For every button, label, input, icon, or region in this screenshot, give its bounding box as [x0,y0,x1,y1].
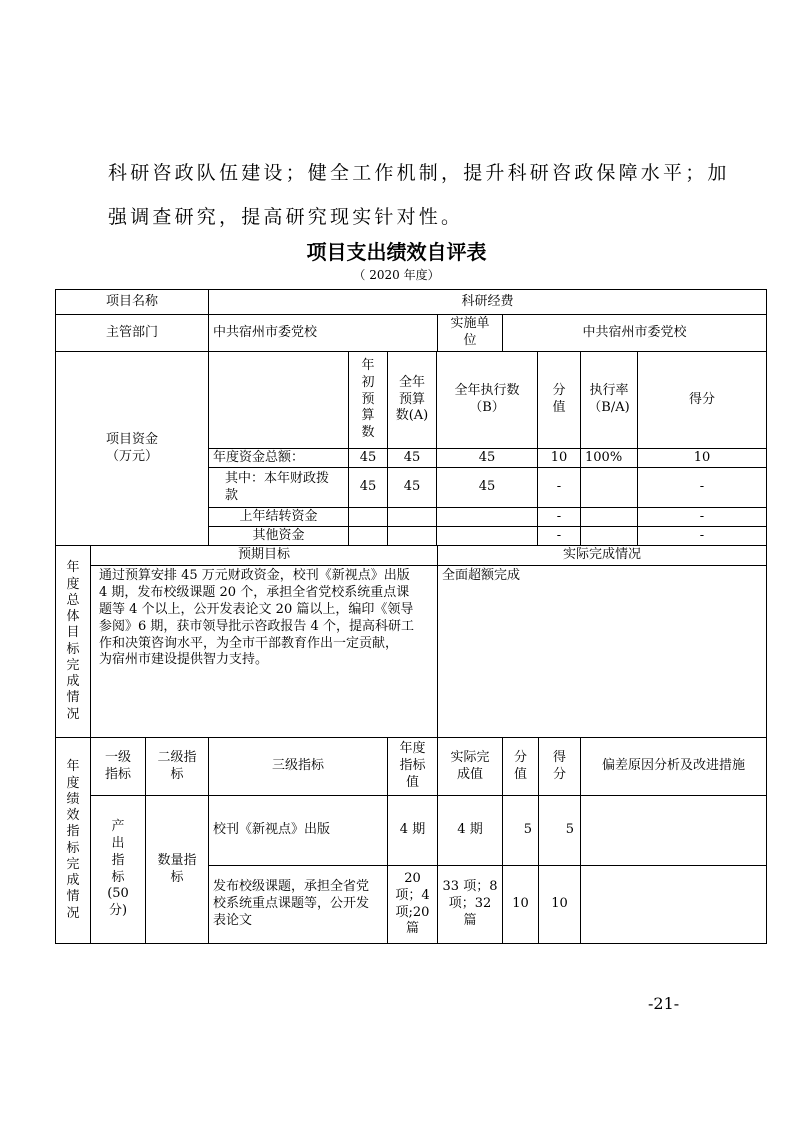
indicator-actual: 33 项；8 项；32 篇 [437,865,503,944]
funds-row-name: 年度资金总额： [208,448,349,468]
funds-row-annual [387,526,437,546]
indicators-side-label [55,737,91,944]
funds-row-initial [348,507,388,527]
indicator-analysis [580,795,767,866]
funds-row-points: 10 [537,448,581,468]
expected-goal-header: 预期目标 [90,545,438,566]
funds-row-rate [580,507,638,527]
level2-value: 数量指 标 [145,795,209,944]
intro-line-2: 强调查研究，提高研究现实针对性。 [108,206,464,228]
header-target: 年度 指标 值 [387,737,438,796]
dept-label: 主管部门 [55,314,209,352]
year-line: （ 2020 年度） [353,268,440,282]
header-actual: 实际完 成值 [437,737,503,796]
funds-row-executed [436,507,538,527]
intro-line-1: 科研咨政队伍建设；健全工作机制，提升科研咨政保障水平；加 [108,162,730,184]
actual-status-text: 全面超额完成 [437,565,767,738]
funds-row-initial: 45 [348,448,388,468]
indicator-score: 5 [538,795,581,866]
funds-header-rate: 执行率 （B/A) [580,351,638,449]
indicator-target: 20 项；4 项;20 篇 [387,865,438,944]
funds-row-name: 其他资金 [208,526,349,546]
header-analysis: 偏差原因分析及改进措施 [580,737,767,796]
project-name-label: 项目名称 [55,289,209,315]
table-title: 项目支出绩效自评表 [306,240,487,264]
funds-header-annual: 全年 预算 数(A) [387,351,437,449]
funds-header-initial: 年 初 预 算 数 [348,351,388,449]
goals-side-label-text: 年度总体目标完成情况 [66,560,80,722]
funds-row-name: 上年结转资金 [208,507,349,527]
funds-row-initial: 45 [348,467,388,508]
indicators-side-label-text: 年度绩效指标完成情况 [66,759,80,921]
indicator-actual: 4 期 [437,795,503,866]
funds-label: 项目资金 （万元） [55,351,209,546]
header-level3: 三级指标 [208,737,388,796]
funds-row-executed [436,526,538,546]
actual-status-header: 实际完成情况 [437,545,767,566]
funds-row-initial [348,526,388,546]
indicator-points: 10 [502,865,539,944]
indicator-analysis [580,865,767,944]
funds-row-rate [580,467,638,508]
page-number: -21- [648,994,680,1013]
funds-row-points: - [537,526,581,546]
dept-value: 中共宿州市委党校 [208,314,438,352]
funds-row-annual: 45 [387,448,437,468]
funds-row-rate: 100% [580,448,638,468]
indicator-points: 5 [502,795,539,866]
funds-row-score: - [637,507,767,527]
funds-row-executed: 45 [436,448,538,468]
funds-row-rate [580,526,638,546]
funds-row-score: - [637,467,767,508]
expected-goal-text: 通过预算安排 45 万元财政资金，校刊《新视点》出版 4 期，发布校级课题 20 个，承担全省党校系统重点课 题等 4 个以上，公开发表论文 20 篇以上，编印《领导 参阅》6 期，获市领导批示咨政报告 4 个，提高科研工 作和决策咨询水平，为全市干部教育作出一定贡献， 为宿州市建设提供智力支持。 [90,565,438,738]
impl-unit-value: 中共宿州市委党校 [502,314,767,352]
indicator-score: 10 [538,865,581,944]
funds-header-score: 得分 [637,351,767,449]
indicator-level3: 校刊《新视点》出版 [208,795,388,866]
level1-value: 产 出 指 标 (50 分) [90,795,146,944]
funds-row-annual [387,507,437,527]
funds-header-executed: 全年执行数 （B） [436,351,538,449]
funds-row-score: 10 [637,448,767,468]
header-level2: 二级指 标 [145,737,209,796]
goals-side-label [55,545,91,738]
funds-header-points: 分 值 [537,351,581,449]
header-level1: 一级 指标 [90,737,146,796]
header-score: 得 分 [538,737,581,796]
indicator-level3: 发布校级课题，承担全省党 校系统重点课题等，公开发 表论文 [208,865,388,944]
project-name-value: 科研经费 [208,289,767,315]
funds-row-points: - [537,467,581,508]
funds-row-name: 其中：本年财政拨 款 [208,467,349,508]
funds-row-executed: 45 [436,467,538,508]
impl-unit-label: 实施单 位 [437,314,503,352]
indicator-target: 4 期 [387,795,438,866]
funds-header-blank [208,351,349,449]
funds-row-annual: 45 [387,467,437,508]
funds-row-score: - [637,526,767,546]
header-points: 分 值 [502,737,539,796]
funds-row-points: - [537,507,581,527]
